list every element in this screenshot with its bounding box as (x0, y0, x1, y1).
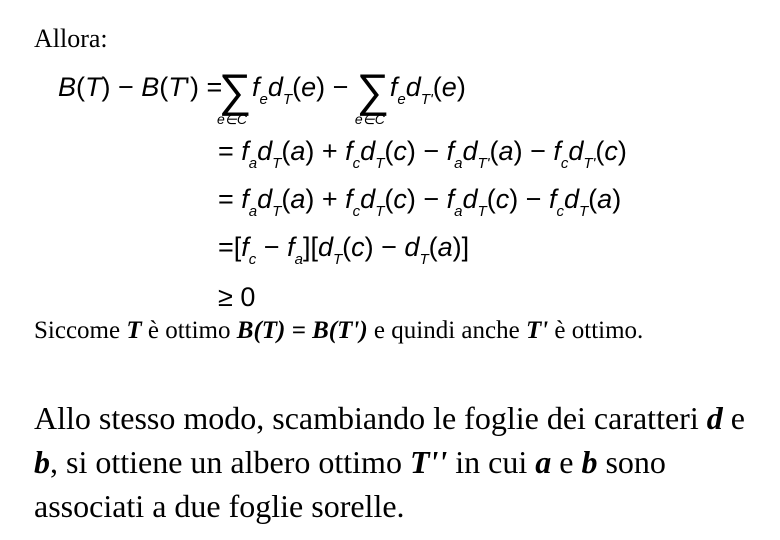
summation-2: ∑ e∈C (354, 64, 390, 127)
formula-line-1-rhs: ∑ e∈C $f_ed_T(e)$ − ∑ e∈C $f_ed_{T'}(e)$ (216, 64, 466, 127)
formula-line-2: = $f_ad_T(a) + f_cd_T(c) - f_ad_{T'}(a) - f_cd_{T'}(c)$ (218, 136, 627, 172)
summation-1: ∑ e∈C (216, 64, 252, 127)
formula-line-5: ≥ 0 (218, 282, 256, 312)
formula-line-3: = $f_ad_T(a) + f_cd_T(c) - f_ad_T(c) - f_cd_T(a)$ (218, 184, 622, 220)
formula-lhs: B(T) − B(T') = (58, 72, 223, 102)
paragraph-conclusion: Allo stesso modo, scambiando le foglie dei caratteri d e b, si ottiene un albero ottimo T'' in cui a e b sono associati a due foglie sorelle. (34, 400, 745, 524)
formula-line-4: $=[f_c - f_a][d_T(c) - d_T(a)]$ (218, 232, 470, 268)
intro-text: Allora: (34, 24, 108, 53)
paragraph-optimal: Siccome T è ottimo B(T) = B(T') e quindi anche T' è ottimo. (34, 317, 644, 344)
